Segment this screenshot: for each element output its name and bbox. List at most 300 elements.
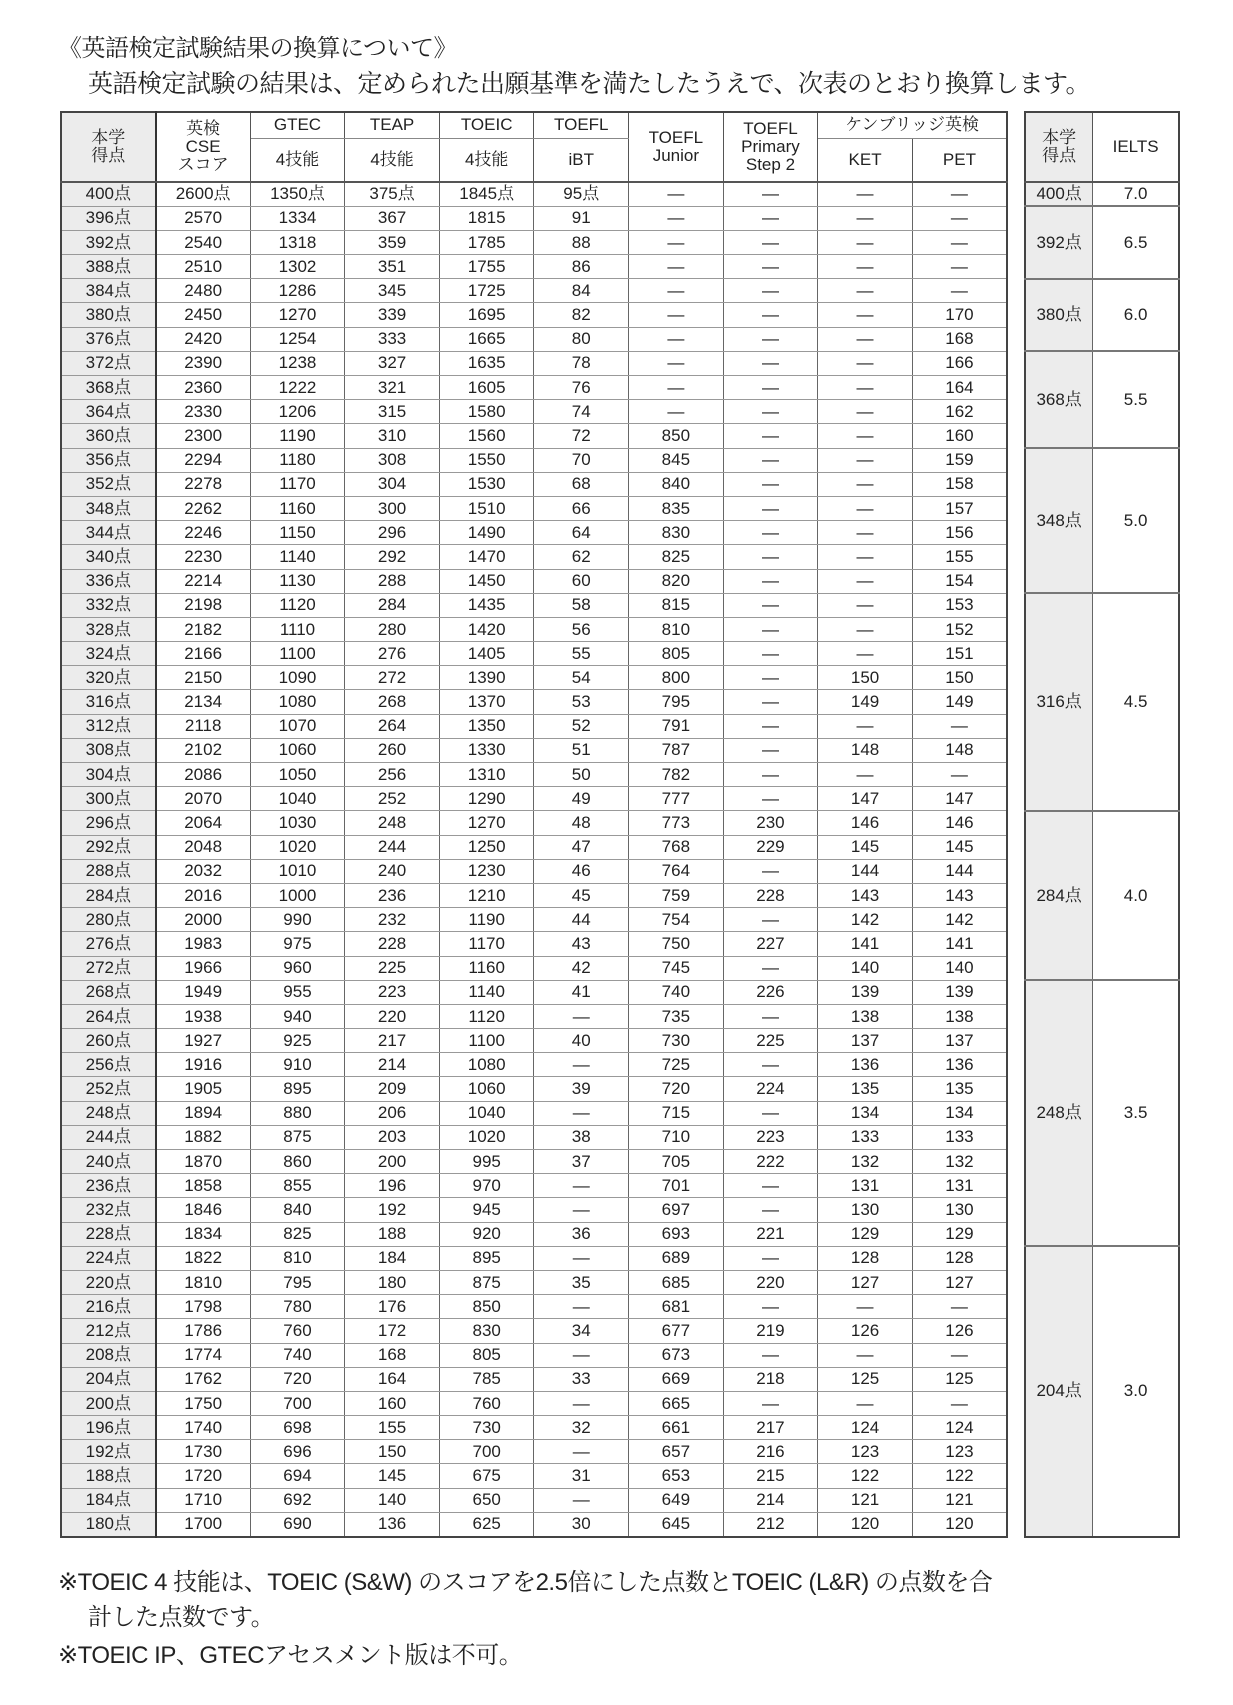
ielts-cell-score: 248点 xyxy=(1025,980,1093,1246)
cell-teap: 225 xyxy=(345,956,440,980)
cell-toefl-ibt: 70 xyxy=(534,448,629,472)
cell-pet: — xyxy=(912,1391,1007,1415)
cell-score: 320点 xyxy=(61,666,156,690)
cell-ket: 135 xyxy=(818,1077,913,1101)
cell-score: 400点 xyxy=(61,182,156,206)
table-row xyxy=(61,472,1007,496)
cell-teap: 188 xyxy=(345,1222,440,1246)
cell-ket: — xyxy=(818,279,913,303)
cell-pet: 148 xyxy=(912,738,1007,762)
cell-teap: 244 xyxy=(345,835,440,859)
table-row xyxy=(61,1367,1007,1391)
cell-teap: 300 xyxy=(345,496,440,520)
table-row xyxy=(61,400,1007,424)
header-toefl-primary: TOEFL Primary Step 2 xyxy=(723,112,818,182)
table-row xyxy=(61,932,1007,956)
cell-toefl-primary: — xyxy=(723,1004,818,1028)
table-row xyxy=(61,1391,1007,1415)
cell-toefl-primary: 218 xyxy=(723,1367,818,1391)
cell-eiken-cse: 1846 xyxy=(156,1198,251,1222)
cell-pet: 128 xyxy=(912,1246,1007,1270)
note-toeic-4skills-cont: 計した点数です。 xyxy=(88,1604,275,1631)
cell-toefl-ibt: — xyxy=(534,1488,629,1512)
cell-toeic: 895 xyxy=(439,1246,534,1270)
ielts-row xyxy=(1025,351,1179,375)
cell-toeic: 1845点 xyxy=(439,182,534,206)
table-row xyxy=(61,376,1007,400)
cell-ket: 132 xyxy=(818,1150,913,1174)
cell-gtec: 1334 xyxy=(250,206,345,230)
cell-gtec: 1180 xyxy=(250,448,345,472)
cell-eiken-cse: 1949 xyxy=(156,980,251,1004)
cell-toeic: 675 xyxy=(439,1464,534,1488)
table-row xyxy=(61,1343,1007,1367)
cell-ket: 125 xyxy=(818,1367,913,1391)
table-row xyxy=(61,424,1007,448)
cell-toefl-ibt: 86 xyxy=(534,255,629,279)
cell-gtec: 940 xyxy=(250,1004,345,1028)
note-not-accepted: ※TOEIC IP、GTECアセスメント版は不可。 xyxy=(58,1642,523,1669)
cell-score: 332点 xyxy=(61,593,156,617)
cell-eiken-cse: 1870 xyxy=(156,1150,251,1174)
cell-toeic: 1550 xyxy=(439,448,534,472)
cell-pet: 143 xyxy=(912,883,1007,907)
cell-toefl-ibt: 72 xyxy=(534,424,629,448)
cell-ket: 120 xyxy=(818,1512,913,1536)
cell-pet: 142 xyxy=(912,908,1007,932)
cell-score: 288点 xyxy=(61,859,156,883)
cell-toefl-junior: 787 xyxy=(629,738,724,762)
cell-toefl-primary: — xyxy=(723,1174,818,1198)
cell-eiken-cse: 1983 xyxy=(156,932,251,956)
cell-toefl-ibt: 76 xyxy=(534,376,629,400)
cell-toeic: 700 xyxy=(439,1440,534,1464)
cell-ket: — xyxy=(818,448,913,472)
cell-gtec: 1160 xyxy=(250,496,345,520)
table-row xyxy=(61,956,1007,980)
cell-toeic: 995 xyxy=(439,1150,534,1174)
cell-score: 312点 xyxy=(61,714,156,738)
cell-gtec: 855 xyxy=(250,1174,345,1198)
cell-pet: 158 xyxy=(912,472,1007,496)
cell-teap: 217 xyxy=(345,1029,440,1053)
cell-ket: — xyxy=(818,521,913,545)
cell-pet: 153 xyxy=(912,593,1007,617)
cell-pet: — xyxy=(912,255,1007,279)
cell-toeic: 1020 xyxy=(439,1125,534,1149)
table-row xyxy=(61,811,1007,835)
cell-toefl-primary: 224 xyxy=(723,1077,818,1101)
cell-toefl-ibt: 60 xyxy=(534,569,629,593)
cell-eiken-cse: 2000 xyxy=(156,908,251,932)
table-row xyxy=(61,1101,1007,1125)
cell-score: 244点 xyxy=(61,1125,156,1149)
cell-toefl-ibt: 78 xyxy=(534,351,629,375)
page-subtitle: 英語検定試験の結果は、定められた出願基準を満たしたうえで、次表のとおり換算します。 xyxy=(88,70,1091,98)
cell-toefl-primary: — xyxy=(723,690,818,714)
table-row xyxy=(61,883,1007,907)
header-pet: PET xyxy=(912,138,1007,182)
cell-toefl-ibt: 66 xyxy=(534,496,629,520)
cell-toefl-junior: 782 xyxy=(629,763,724,787)
cell-ket: 146 xyxy=(818,811,913,835)
cell-toefl-junior: 685 xyxy=(629,1270,724,1294)
cell-ket: — xyxy=(818,255,913,279)
cell-pet: 149 xyxy=(912,690,1007,714)
cell-eiken-cse: 2086 xyxy=(156,763,251,787)
table-row xyxy=(61,351,1007,375)
cell-toefl-junior: — xyxy=(629,376,724,400)
cell-pet: — xyxy=(912,763,1007,787)
cell-teap: 308 xyxy=(345,448,440,472)
cell-toefl-junior: 701 xyxy=(629,1174,724,1198)
cell-pet: 126 xyxy=(912,1319,1007,1343)
cell-toefl-junior: — xyxy=(629,255,724,279)
table-row xyxy=(61,1150,1007,1174)
cell-score: 204点 xyxy=(61,1367,156,1391)
cell-toeic: 760 xyxy=(439,1391,534,1415)
cell-pet: 127 xyxy=(912,1270,1007,1294)
cell-toefl-ibt: 74 xyxy=(534,400,629,424)
cell-teap: 160 xyxy=(345,1391,440,1415)
cell-teap: 321 xyxy=(345,376,440,400)
header-gtec: GTEC xyxy=(250,112,345,138)
cell-toeic: 1755 xyxy=(439,255,534,279)
cell-gtec: 1206 xyxy=(250,400,345,424)
cell-teap: 220 xyxy=(345,1004,440,1028)
cell-gtec: 1000 xyxy=(250,883,345,907)
cell-toefl-ibt: 58 xyxy=(534,593,629,617)
cell-toeic: 1695 xyxy=(439,303,534,327)
cell-ket: — xyxy=(818,472,913,496)
cell-teap: 268 xyxy=(345,690,440,714)
cell-ket: — xyxy=(818,327,913,351)
cell-toefl-ibt: — xyxy=(534,1053,629,1077)
cell-gtec: 1318 xyxy=(250,230,345,254)
cell-pet: 122 xyxy=(912,1464,1007,1488)
cell-gtec: 720 xyxy=(250,1367,345,1391)
cell-toeic: 1250 xyxy=(439,835,534,859)
cell-toeic: 1390 xyxy=(439,666,534,690)
cell-toefl-primary: 228 xyxy=(723,883,818,907)
cell-toeic: 1160 xyxy=(439,956,534,980)
cell-toefl-junior: 773 xyxy=(629,811,724,835)
cell-toefl-junior: 740 xyxy=(629,980,724,1004)
cell-ket: — xyxy=(818,593,913,617)
cell-gtec: 1120 xyxy=(250,593,345,617)
cell-ket: — xyxy=(818,496,913,520)
cell-toeic: 1785 xyxy=(439,230,534,254)
cell-toefl-junior: 693 xyxy=(629,1222,724,1246)
cell-gtec: 825 xyxy=(250,1222,345,1246)
table-row xyxy=(61,1464,1007,1488)
cell-score: 248点 xyxy=(61,1101,156,1125)
cell-ket: 127 xyxy=(818,1270,913,1294)
cell-gtec: 910 xyxy=(250,1053,345,1077)
cell-toefl-ibt: 95点 xyxy=(534,182,629,206)
cell-toefl-ibt: 32 xyxy=(534,1416,629,1440)
cell-toefl-ibt: 56 xyxy=(534,617,629,641)
table-row xyxy=(61,738,1007,762)
cell-score: 180点 xyxy=(61,1512,156,1536)
table-row xyxy=(61,908,1007,932)
table-row xyxy=(61,1174,1007,1198)
cell-pet: 141 xyxy=(912,932,1007,956)
cell-gtec: 1150 xyxy=(250,521,345,545)
cell-teap: 214 xyxy=(345,1053,440,1077)
ielts-cell-score: 204点 xyxy=(1025,1246,1093,1536)
cell-toefl-ibt: 39 xyxy=(534,1077,629,1101)
cell-toefl-ibt: 30 xyxy=(534,1512,629,1536)
cell-teap: 252 xyxy=(345,787,440,811)
cell-pet: — xyxy=(912,206,1007,230)
cell-toefl-junior: 750 xyxy=(629,932,724,956)
cell-pet: — xyxy=(912,279,1007,303)
ielts-row xyxy=(1025,279,1179,303)
cell-pet: 156 xyxy=(912,521,1007,545)
cell-ket: — xyxy=(818,642,913,666)
cell-eiken-cse: 2150 xyxy=(156,666,251,690)
cell-score: 348点 xyxy=(61,496,156,520)
cell-score: 224点 xyxy=(61,1246,156,1270)
cell-ket: — xyxy=(818,569,913,593)
table-row xyxy=(61,1222,1007,1246)
cell-ket: 121 xyxy=(818,1488,913,1512)
note-toeic-4skills: ※TOEIC 4 技能は、TOEIC (S&W) のスコアを2.5倍にした点数とTOEIC (L&R) の点数を合 xyxy=(58,1569,993,1596)
cell-score: 344点 xyxy=(61,521,156,545)
cell-eiken-cse: 2070 xyxy=(156,787,251,811)
cell-pet: 132 xyxy=(912,1150,1007,1174)
table-row xyxy=(61,859,1007,883)
cell-toefl-ibt: 41 xyxy=(534,980,629,1004)
cell-toeic: 970 xyxy=(439,1174,534,1198)
cell-ket: — xyxy=(818,617,913,641)
cell-eiken-cse: 2510 xyxy=(156,255,251,279)
cell-teap: 333 xyxy=(345,327,440,351)
cell-score: 276点 xyxy=(61,932,156,956)
cell-ket: 134 xyxy=(818,1101,913,1125)
cell-toefl-ibt: 50 xyxy=(534,763,629,787)
ielts-row xyxy=(1025,980,1179,1004)
cell-pet: 130 xyxy=(912,1198,1007,1222)
cell-toefl-junior: 689 xyxy=(629,1246,724,1270)
cell-teap: 209 xyxy=(345,1077,440,1101)
cell-toefl-junior: — xyxy=(629,206,724,230)
cell-pet: 133 xyxy=(912,1125,1007,1149)
cell-eiken-cse: 1858 xyxy=(156,1174,251,1198)
cell-toeic: 1420 xyxy=(439,617,534,641)
cell-teap: 200 xyxy=(345,1150,440,1174)
table-row xyxy=(61,279,1007,303)
cell-toeic: 850 xyxy=(439,1295,534,1319)
table-row xyxy=(61,763,1007,787)
table-row xyxy=(61,1125,1007,1149)
table-row xyxy=(61,1053,1007,1077)
cell-score: 380点 xyxy=(61,303,156,327)
ielts-cell-score: 368点 xyxy=(1025,351,1093,448)
cell-gtec: 1050 xyxy=(250,763,345,787)
cell-pet: 139 xyxy=(912,980,1007,1004)
cell-teap: 315 xyxy=(345,400,440,424)
cell-gtec: 1040 xyxy=(250,787,345,811)
cell-teap: 248 xyxy=(345,811,440,835)
cell-ket: 142 xyxy=(818,908,913,932)
cell-toefl-junior: 735 xyxy=(629,1004,724,1028)
cell-toefl-ibt: — xyxy=(534,1295,629,1319)
cell-score: 316点 xyxy=(61,690,156,714)
cell-toefl-primary: — xyxy=(723,351,818,375)
cell-toefl-primary: — xyxy=(723,255,818,279)
cell-teap: 264 xyxy=(345,714,440,738)
cell-teap: 150 xyxy=(345,1440,440,1464)
table-row xyxy=(61,230,1007,254)
cell-toefl-junior: — xyxy=(629,400,724,424)
cell-ket: 145 xyxy=(818,835,913,859)
table-row xyxy=(61,835,1007,859)
cell-eiken-cse: 2198 xyxy=(156,593,251,617)
ielts-cell-band: 5.5 xyxy=(1093,351,1179,448)
cell-toeic: 1080 xyxy=(439,1053,534,1077)
cell-toefl-primary: — xyxy=(723,279,818,303)
ielts-cell-score: 380点 xyxy=(1025,279,1093,352)
cell-score: 228点 xyxy=(61,1222,156,1246)
cell-toefl-primary: — xyxy=(723,1391,818,1415)
cell-score: 212点 xyxy=(61,1319,156,1343)
cell-toefl-primary: — xyxy=(723,448,818,472)
cell-pet: 166 xyxy=(912,351,1007,375)
ielts-table xyxy=(1024,111,1180,1538)
cell-ket: 124 xyxy=(818,1416,913,1440)
ielts-cell-score: 392点 xyxy=(1025,206,1093,279)
cell-toefl-junior: 653 xyxy=(629,1464,724,1488)
cell-score: 240点 xyxy=(61,1150,156,1174)
cell-score: 352点 xyxy=(61,472,156,496)
cell-gtec: 975 xyxy=(250,932,345,956)
cell-gtec: 1010 xyxy=(250,859,345,883)
cell-toefl-junior: 845 xyxy=(629,448,724,472)
cell-toefl-junior: 720 xyxy=(629,1077,724,1101)
cell-teap: 375点 xyxy=(345,182,440,206)
cell-gtec: 1270 xyxy=(250,303,345,327)
cell-toefl-ibt: 48 xyxy=(534,811,629,835)
cell-gtec: 1286 xyxy=(250,279,345,303)
cell-eiken-cse: 1720 xyxy=(156,1464,251,1488)
cell-toefl-ibt: — xyxy=(534,1198,629,1222)
cell-toeic: 945 xyxy=(439,1198,534,1222)
cell-score: 260点 xyxy=(61,1029,156,1053)
table-row xyxy=(61,593,1007,617)
ielts-table-body xyxy=(1025,182,1179,1537)
cell-score: 292点 xyxy=(61,835,156,859)
table-row xyxy=(61,1440,1007,1464)
cell-toefl-ibt: 31 xyxy=(534,1464,629,1488)
cell-toefl-junior: 677 xyxy=(629,1319,724,1343)
cell-toefl-junior: 810 xyxy=(629,617,724,641)
cell-pet: 120 xyxy=(912,1512,1007,1536)
cell-toefl-primary: 214 xyxy=(723,1488,818,1512)
cell-teap: 256 xyxy=(345,763,440,787)
cell-score: 232点 xyxy=(61,1198,156,1222)
table-row xyxy=(61,714,1007,738)
cell-ket: 139 xyxy=(818,980,913,1004)
cell-ket: — xyxy=(818,714,913,738)
cell-eiken-cse: 2330 xyxy=(156,400,251,424)
cell-score: 296点 xyxy=(61,811,156,835)
cell-gtec: 875 xyxy=(250,1125,345,1149)
cell-gtec: 810 xyxy=(250,1246,345,1270)
cell-score: 304点 xyxy=(61,763,156,787)
cell-gtec: 895 xyxy=(250,1077,345,1101)
cell-teap: 184 xyxy=(345,1246,440,1270)
cell-ket: — xyxy=(818,424,913,448)
cell-toefl-junior: 730 xyxy=(629,1029,724,1053)
cell-score: 220点 xyxy=(61,1270,156,1294)
cell-pet: 159 xyxy=(912,448,1007,472)
cell-gtec: 740 xyxy=(250,1343,345,1367)
cell-teap: 272 xyxy=(345,666,440,690)
header-toefl: TOEFL xyxy=(534,112,629,138)
cell-eiken-cse: 2262 xyxy=(156,496,251,520)
cell-ket: — xyxy=(818,1295,913,1319)
cell-score: 208点 xyxy=(61,1343,156,1367)
cell-pet: 152 xyxy=(912,617,1007,641)
ielts-cell-band: 3.0 xyxy=(1093,1246,1179,1536)
cell-toefl-junior: 764 xyxy=(629,859,724,883)
cell-teap: 304 xyxy=(345,472,440,496)
cell-eiken-cse: 1740 xyxy=(156,1416,251,1440)
cell-toeic: 1370 xyxy=(439,690,534,714)
cell-score: 308点 xyxy=(61,738,156,762)
cell-eiken-cse: 2570 xyxy=(156,206,251,230)
cell-toefl-primary: — xyxy=(723,303,818,327)
cell-toefl-ibt: 37 xyxy=(534,1150,629,1174)
cell-eiken-cse: 2102 xyxy=(156,738,251,762)
cell-score: 356点 xyxy=(61,448,156,472)
cell-teap: 228 xyxy=(345,932,440,956)
cell-toefl-primary: 221 xyxy=(723,1222,818,1246)
table-row xyxy=(61,1246,1007,1270)
cell-pet: 137 xyxy=(912,1029,1007,1053)
cell-toefl-junior: — xyxy=(629,279,724,303)
cell-ket: — xyxy=(818,303,913,327)
cell-pet: — xyxy=(912,230,1007,254)
table-row xyxy=(61,545,1007,569)
cell-gtec: 780 xyxy=(250,1295,345,1319)
cell-ket: — xyxy=(818,230,913,254)
cell-teap: 196 xyxy=(345,1174,440,1198)
cell-teap: 288 xyxy=(345,569,440,593)
cell-teap: 192 xyxy=(345,1198,440,1222)
cell-score: 372点 xyxy=(61,351,156,375)
cell-toefl-ibt: 42 xyxy=(534,956,629,980)
cell-teap: 280 xyxy=(345,617,440,641)
ielts-cell-band: 4.5 xyxy=(1093,593,1179,811)
cell-gtec: 925 xyxy=(250,1029,345,1053)
cell-teap: 236 xyxy=(345,883,440,907)
cell-ket: 147 xyxy=(818,787,913,811)
cell-toefl-primary: — xyxy=(723,787,818,811)
cell-toefl-ibt: 84 xyxy=(534,279,629,303)
cell-toefl-junior: 681 xyxy=(629,1295,724,1319)
cell-eiken-cse: 1966 xyxy=(156,956,251,980)
cell-teap: 296 xyxy=(345,521,440,545)
cell-ket: — xyxy=(818,376,913,400)
cell-toefl-primary: 229 xyxy=(723,835,818,859)
cell-toefl-junior: 710 xyxy=(629,1125,724,1149)
cell-pet: 146 xyxy=(912,811,1007,835)
cell-gtec: 860 xyxy=(250,1150,345,1174)
table-row xyxy=(61,617,1007,641)
